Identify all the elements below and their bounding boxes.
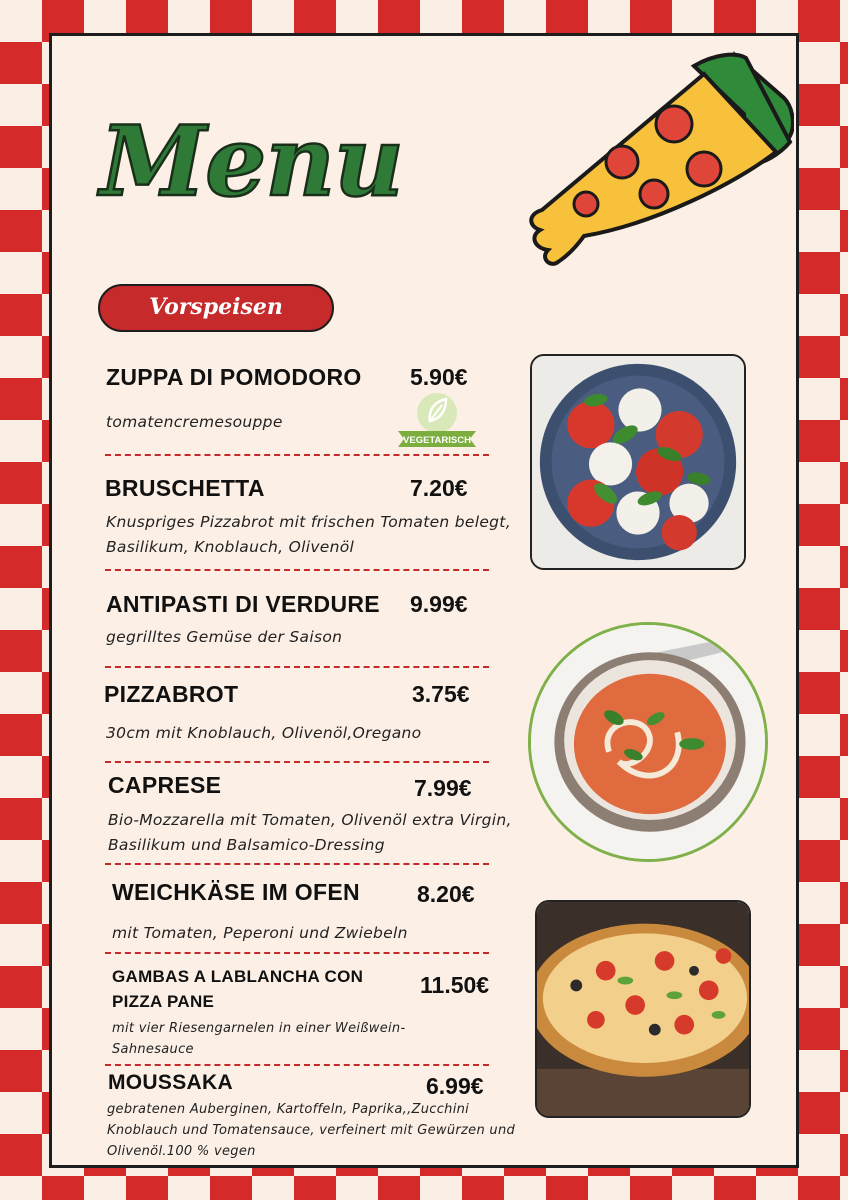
vegetarian-badge <box>394 391 480 451</box>
item-description: gegrilltes Gemüse der Saison <box>106 628 343 646</box>
tomato-soup-photo <box>528 622 768 862</box>
item-price: 11.50€ <box>420 972 490 998</box>
item-description: 30cm mit Knoblauch, Olivenöl,Oregano <box>106 724 422 742</box>
divider <box>105 454 489 456</box>
item-name: WEICHKÄSE IM OFEN <box>112 879 360 905</box>
divider <box>105 761 489 763</box>
item-price: 3.75€ <box>412 681 470 707</box>
divider <box>105 863 489 865</box>
item-name: GAMBAS A LABLANCHA CON PIZZA PANE <box>112 967 364 1011</box>
item-description: gebratenen Auberginen, Kartoffeln, Paprika,,Zucchini Knoblauch und Tomatensauce, verfeinert mit Gewürzen und Olivenöl.100 % vegen <box>107 1102 516 1159</box>
item-description: Knuspriges Pizzabrot mit frischen Tomaten belegt, Basilikum, Knoblauch, Olivenöl <box>106 513 511 556</box>
section-title-vorspeisen: Vorspeisen <box>98 284 334 332</box>
pizza-slice-icon <box>514 44 794 284</box>
item-description: mit Tomaten, Peperoni und Zwiebeln <box>112 924 408 942</box>
item-description: tomatencremesouppe <box>106 413 283 431</box>
item-price: 9.99€ <box>410 591 468 617</box>
item-price: 7.99€ <box>414 775 472 801</box>
divider <box>105 666 489 668</box>
vegetarian-badge-label: VEGETARISCH <box>403 435 471 446</box>
item-price: 6.99€ <box>426 1073 484 1099</box>
item-name: BRUSCHETTA <box>105 475 265 501</box>
item-description: Bio-Mozzarella mit Tomaten, Olivenöl extra Virgin, Basilikum und Balsamico-Dressing <box>108 811 512 854</box>
item-description: mit vier Riesengarnelen in einer Weißwein-Sahnesauce <box>112 1021 406 1057</box>
item-price: 5.90€ <box>410 364 468 390</box>
item-name: ANTIPASTI DI VERDURE <box>106 591 380 617</box>
pizza-photo <box>535 900 751 1118</box>
item-price: 7.20€ <box>410 475 468 501</box>
caprese-salad-photo <box>530 354 746 570</box>
divider <box>105 569 489 571</box>
menu-title: Menu <box>100 105 403 218</box>
item-name: CAPRESE <box>108 772 222 798</box>
item-price: 8.20€ <box>417 881 475 907</box>
menu-card <box>49 33 799 1168</box>
item-name: ZUPPA DI POMODORO <box>106 364 362 390</box>
item-name: PIZZABROT <box>104 681 239 707</box>
divider <box>105 952 489 954</box>
item-name: MOUSSAKA <box>108 1071 233 1094</box>
divider <box>105 1064 489 1066</box>
